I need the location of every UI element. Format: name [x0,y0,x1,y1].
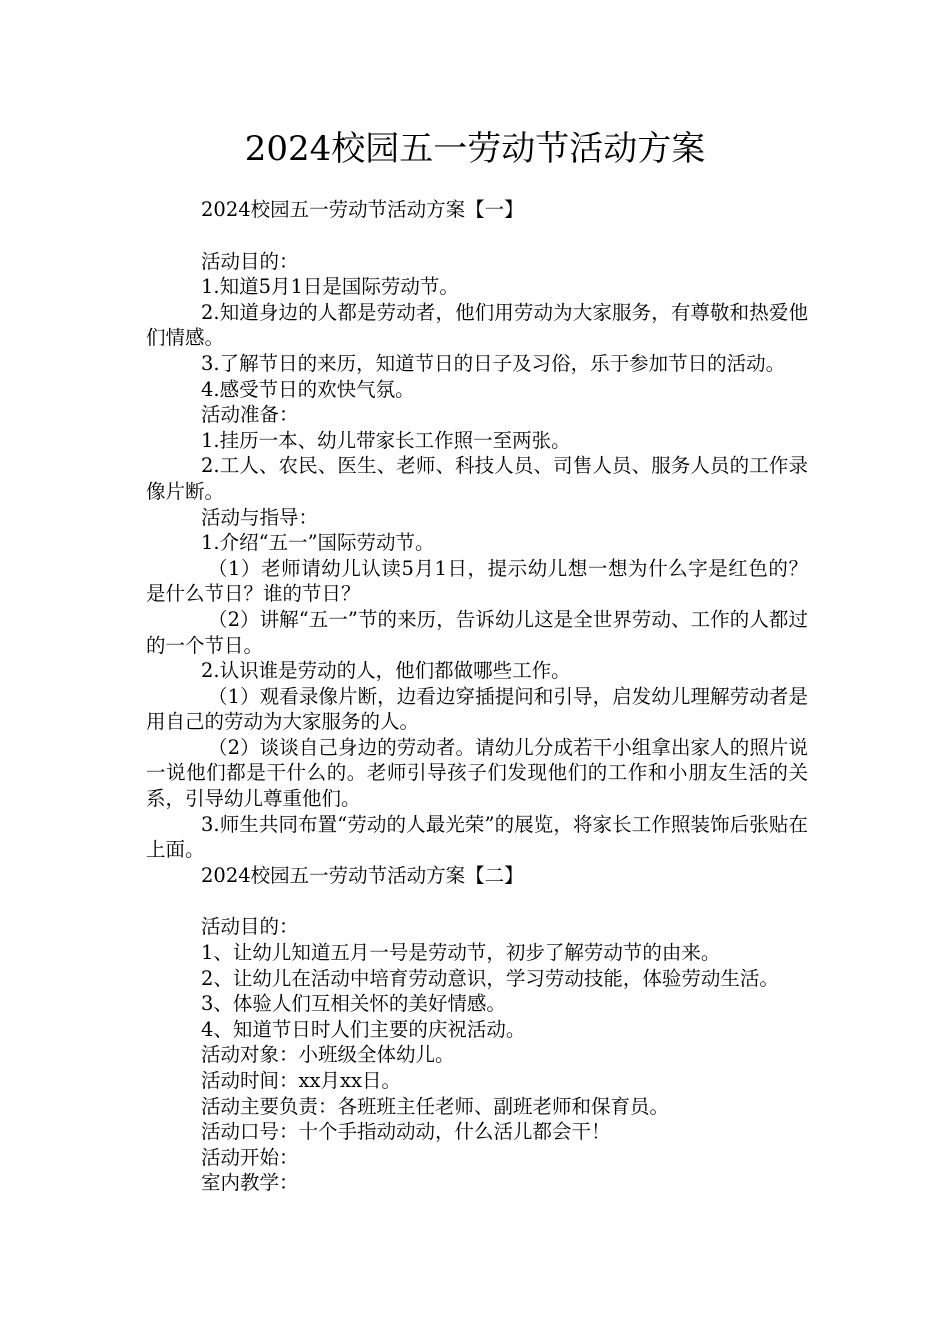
paragraph: 活动对象：小班级全体幼儿。 [201,1043,455,1067]
section-heading-2: 2024校园五一劳动节活动方案【二】 [201,863,524,887]
paragraph: 活动口号：十个手指动动动，什么活儿都会干！ [201,1120,611,1144]
paragraph: 4.感受节日的欢快气氛。 [201,377,415,401]
paragraph: 1、让幼儿知道五月一号是劳动节，初步了解劳动节的由来。 [201,941,721,965]
paragraph: 3.师生共同布置“劳动的人最光荣”的展览，将家长工作照装饰后张贴在上面。 [146,812,808,862]
paragraph: 活动时间：xx月xx日。 [201,1069,401,1092]
paragraph: （2）讲解“五一”节的来历，告诉幼儿这是全世界劳动、工作的人都过的一个节日。 [146,607,808,657]
paragraph: （1）老师请幼儿认读5月1日，提示幼儿想一想为什么字是红色的？是什么节日？谁的节日？ [146,556,808,606]
paragraph: 2.工人、农民、医生、老师、科技人员、司售人员、服务人员的工作录像片断。 [146,454,808,503]
paragraph: 活动目的： [201,915,299,939]
paragraph: 1.知道5月1日是国际劳动节。 [201,275,459,299]
paragraph: 活动准备： [201,403,299,427]
paragraph: 1.介绍“五一”国际劳动节。 [201,531,435,555]
paragraph: 活动开始： [201,1145,299,1169]
paragraph: 4、知道节日时人们主要的庆祝活动。 [201,1017,526,1041]
document-body [146,197,808,1196]
paragraph: 2.认识谁是劳动的人，他们都做哪些工作。 [201,659,571,683]
paragraph: 室内教学： [201,1171,299,1195]
paragraph: 1.挂历一本、幼儿带家长工作照一至两张。 [201,428,571,452]
paragraph: 2.知道身边的人都是劳动者，他们用劳动为大家服务，有尊敬和热爱他们情感。 [146,300,808,350]
section-heading-1: 2024校园五一劳动节活动方案【一】 [201,198,524,221]
document-title: 2024校园五一劳动节活动方案 [244,129,706,169]
paragraph: （1）观看录像片断，边看边穿插提问和引导，启发幼儿理解劳动者是用自己的劳动为大家服务的人。 [146,684,808,734]
paragraph: 活动主要负责：各班班主任老师、副班老师和保育员。 [201,1094,670,1118]
paragraph: 活动目的： [201,249,299,273]
paragraph: （2）谈谈自己身边的劳动者。请幼儿分成若干小组拿出家人的照片说一说他们都是干什么的。老师引导孩子们发现他们的工作和小朋友生活的关系，引导幼儿尊重他们。 [146,735,808,811]
paragraph: 3、体验人们互相关怀的美好情感。 [201,992,506,1016]
paragraph: 2、让幼儿在活动中培育劳动意识，学习劳动技能，体验劳动生活。 [201,966,779,990]
paragraph: 3.了解节日的来历，知道节日的日子及习俗，乐于参加节日的活动。 [201,351,786,375]
paragraph: 活动与指导： [201,505,319,529]
